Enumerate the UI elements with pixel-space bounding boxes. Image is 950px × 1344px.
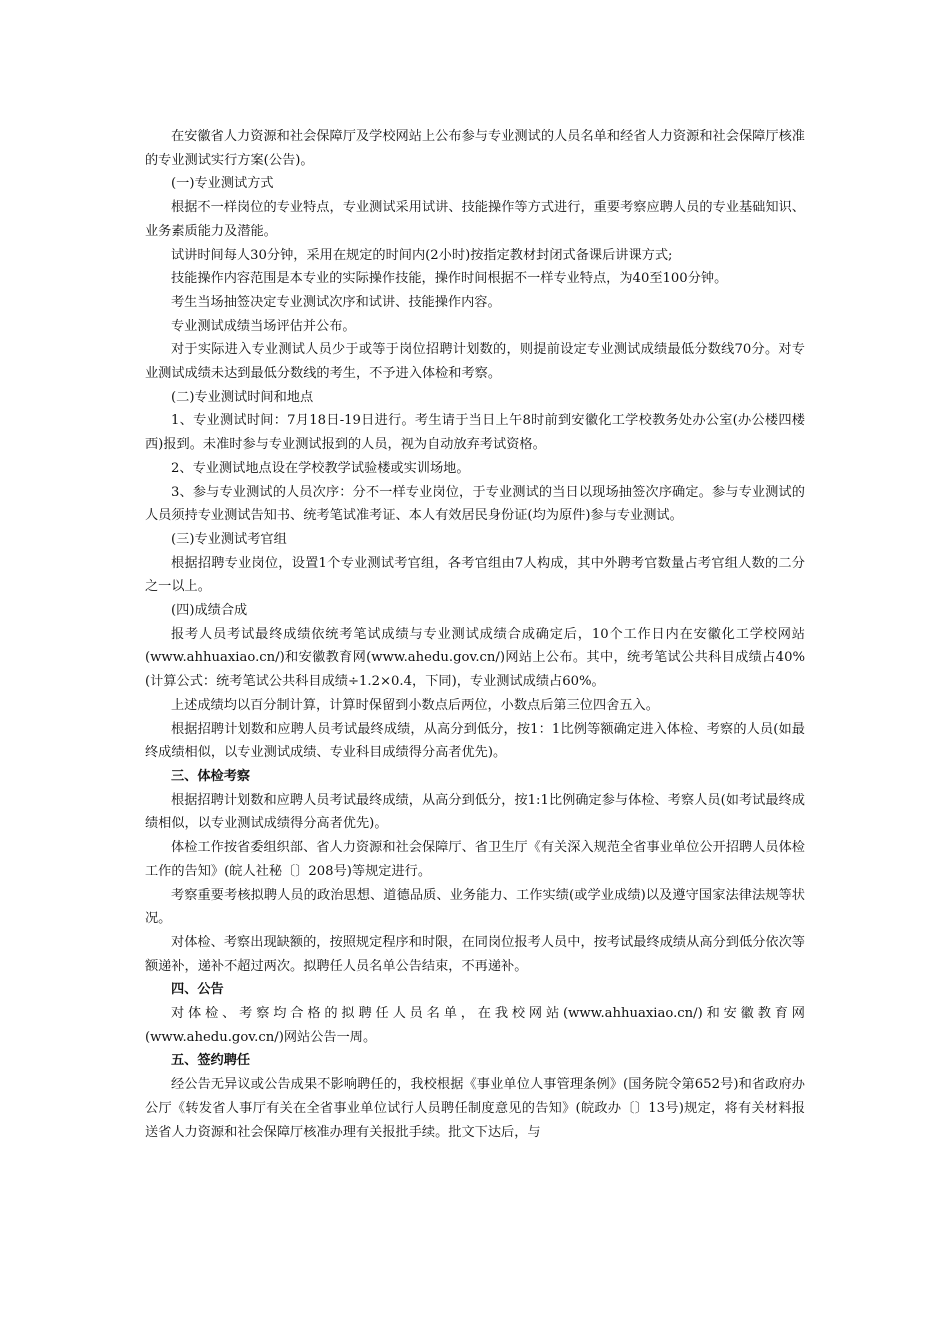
paragraph: 体检工作按省委组织部、省人力资源和社会保障厅、省卫生厅《有关深入规范全省事业单位公开招聘人员体检工作的告知》(皖人社秘〔〕208号)等规定进行。 <box>145 840 805 879</box>
paragraph: 对于实际进入专业测试人员少于或等于岗位招聘计划数的，则提前设定专业测试成绩最低分数线70分。对专业测试成绩未达到最低分数线的考生，不予进入体检和考察。 <box>145 342 805 382</box>
paragraph: 根据招聘专业岗位，设置1个专业测试考官组，各考官组由7人构成，其中外聘考官数量占考官组人数的二分之一以上。 <box>145 555 805 595</box>
section-heading: 五、签约聘任 <box>171 1053 251 1069</box>
paragraph: 对体检、考察出现缺额的，按照规定程序和时限，在同岗位报考人员中，按考试最终成绩从高分到低分依次等额递补，递补不超过两次。拟聘任人员名单公告结束，不再递补。 <box>145 934 805 974</box>
paragraph: 经公告无异议或公告成果不影响聘任的，我校根据《事业单位人事管理条例》(国务院令第652号)和省政府办公厅《转发省人事厅有关在全省事业单位试行人员聘任制度意见的告知》(皖政办〔〕13号)规定，将有关材料报送省人力资源和社会保障厅核准办理有关报批手续。批文下达后，与 <box>145 1077 805 1140</box>
paragraph: 1、专业测试时间：7月18日-19日进行。考生请于当日上午8时前到安徽化工学校教务处办公室(办公楼四楼西)报到。未准时参与专业测试报到的人员，视为自动放弃考试资格。 <box>145 413 805 453</box>
paragraph: 根据不一样岗位的专业特点，专业测试采用试讲、技能操作等方式进行，重要考察应聘人员的专业基础知识、业务素质能力及潜能。 <box>145 200 805 239</box>
section-subheading: (二)专业测试时间和地点 <box>171 389 314 405</box>
section-subheading: (一)专业测试方式 <box>171 176 274 192</box>
paragraph: 上述成绩均以百分制计算，计算时保留到小数点后两位，小数点后第三位四舍五入。 <box>171 697 659 713</box>
paragraph: 3、参与专业测试的人员次序：分不一样专业岗位，于专业测试的当日以现场抽签次序确定。参与专业测试的人员须持专业测试告知书、统考笔试准考证、本人有效居民身份证(均为原件)参与专业测试。 <box>145 484 805 524</box>
paragraph: 根据招聘计划数和应聘人员考试最终成绩，从高分到低分，按1：1比例等额确定进入体检、考察的人员(如最终成绩相似，以专业测试成绩、专业科目成绩得分高者优先)。 <box>145 721 805 761</box>
paragraph: 根据招聘计划数和应聘人员考试最终成绩，从高分到低分，按1:1比例确定参与体检、考察人员(如考试最终成绩相似，以专业测试成绩得分高者优先)。 <box>145 792 805 832</box>
paragraph: 试讲时间每人30分钟，采用在规定的时间内(2小时)按指定教材封闭式备课后讲课方式; <box>171 247 673 263</box>
section-subheading: (四)成绩合成 <box>171 603 248 619</box>
paragraph: 在安徽省人力资源和社会保障厅及学校网站上公布参与专业测试的人员名单和经省人力资源和社会保障厅核准的专业测试实行方案(公告)。 <box>145 129 805 168</box>
section-heading: 四、公告 <box>171 982 224 998</box>
paragraph: 报考人员考试最终成绩依统考笔试成绩与专业测试成绩合成确定后，10个工作日内在安徽化工学校网站(www.ahhuaxiao.cn/)和安徽教育网(www.ahedu.gov.cn/)网站上公布。其中，统考笔试公共科目成绩占40%(计算公式：统考笔试公共科目成绩÷1.2×0.4，下同)，专业测试成绩占60%。 <box>145 626 805 690</box>
paragraph: 考察重要考核拟聘人员的政治思想、道德品质、业务能力、工作实绩(或学业成绩)以及遵守国家法律法规等状况。 <box>145 887 805 927</box>
paragraph: 对体检、考察均合格的拟聘任人员名单，在我校网站(www.ahhuaxiao.cn/)和安徽教育网(www.ahedu.gov.cn/)网站公告一周。 <box>145 1006 805 1045</box>
document-body <box>145 125 805 1144</box>
paragraph: 专业测试成绩当场评估并公布。 <box>171 318 356 334</box>
section-subheading: (三)专业测试考官组 <box>171 531 287 547</box>
paragraph: 2、专业测试地点设在学校教学试验楼或实训场地。 <box>171 460 470 476</box>
section-heading: 三、体检考察 <box>171 768 251 784</box>
paragraph: 技能操作内容范围是本专业的实际操作技能，操作时间根据不一样专业特点，为40至100分钟。 <box>171 271 728 287</box>
paragraph: 考生当场抽签决定专业测试次序和试讲、技能操作内容。 <box>171 294 501 310</box>
